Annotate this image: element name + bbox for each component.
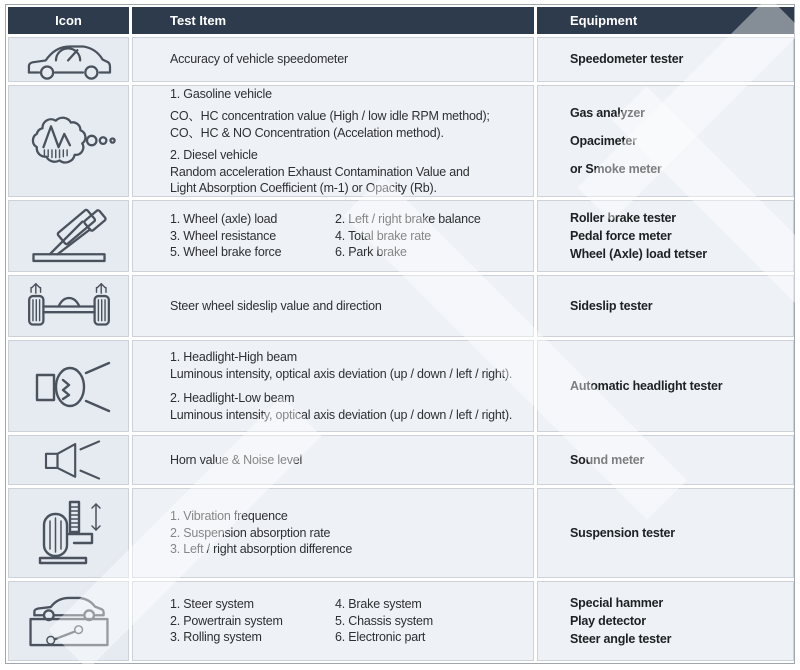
icon-cell xyxy=(8,37,129,82)
test-item-line: Steer wheel sideslip value and direction xyxy=(170,298,382,313)
axle-sideslip-icon xyxy=(19,279,119,334)
inspection-table xyxy=(5,4,795,664)
equipment-line: Sideslip tester xyxy=(570,298,653,313)
equipment-line: Play detector xyxy=(570,613,646,628)
equipment-line: Automatic headlight tester xyxy=(570,378,723,393)
car-speedometer-icon xyxy=(23,39,115,80)
test-item-list-left xyxy=(170,596,335,646)
test-item-line: 1. Wheel (axle) load xyxy=(170,212,278,227)
test-item-line: 2. Suspension absorption rate xyxy=(170,525,331,540)
equipment-line: Roller brake tester xyxy=(570,210,676,225)
icon-cell xyxy=(8,200,129,272)
header-icon xyxy=(8,7,129,34)
header-equipment xyxy=(537,7,794,34)
equipment-cell xyxy=(537,37,794,82)
test-item-line: 5. Wheel brake force xyxy=(170,245,282,260)
equipment-cell xyxy=(537,275,794,337)
suspension-icon xyxy=(32,493,106,573)
equipment-cell xyxy=(537,488,794,578)
header-test-item-label: Test Item xyxy=(170,12,227,28)
pit-inspection-icon xyxy=(19,589,119,653)
test-item-line: 3. Rolling system xyxy=(170,630,262,645)
brake-pedal-icon xyxy=(21,206,117,266)
test-item-line: 1. Headlight-High beam xyxy=(170,350,297,364)
test-item-cell xyxy=(132,581,534,661)
header-icon-label: Icon xyxy=(55,12,82,28)
test-item-line: 2. Left / right brake balance xyxy=(335,212,481,227)
test-item-line: 1. Steer system xyxy=(170,597,254,612)
test-item-list-left xyxy=(170,211,335,261)
equipment-line: Steer angle tester xyxy=(570,632,672,647)
test-item-line: 2. Headlight-Low beam xyxy=(170,391,295,405)
equipment-cell xyxy=(537,340,794,432)
test-item-line: 6. Electronic part xyxy=(335,630,426,645)
test-item-line: 4. Total brake rate xyxy=(335,228,432,243)
test-item-line: Luminous intensity, optical axis deviation (up / down / left / right). xyxy=(170,407,513,422)
test-item-line: 3. Wheel resistance xyxy=(170,228,276,243)
test-item-line: 1. Gasoline vehicle xyxy=(170,86,272,101)
equipment-line: Speedometer tester xyxy=(570,52,684,67)
test-item-line: 1. Vibration frequence xyxy=(170,509,288,524)
test-item-cell xyxy=(132,200,534,272)
test-item-line: Luminous intensity, optical axis deviation (up / down / left / right). xyxy=(170,366,513,381)
equipment-cell xyxy=(537,85,794,197)
icon-cell xyxy=(8,581,129,661)
equipment-line: Wheel (Axle) load tetser xyxy=(570,247,707,262)
test-item-line: 3. Left / right absorption difference xyxy=(170,542,353,557)
icon-cell xyxy=(8,340,129,432)
test-item-line: Random acceleration Exhaust Contamination Value and xyxy=(170,164,470,179)
equipment-line: Opacimeter xyxy=(570,133,637,148)
icon-cell xyxy=(8,488,129,578)
horn-speaker-icon xyxy=(28,437,110,483)
icon-cell xyxy=(8,435,129,485)
test-item-line: 6. Park brake xyxy=(335,245,407,260)
icon-cell xyxy=(8,275,129,337)
test-item-line: CO、HC concentration value (High / low idle RPM method); xyxy=(170,109,490,123)
equipment-line: Sound meter xyxy=(570,452,645,467)
test-item-line: 2. Diesel vehicle xyxy=(170,148,258,162)
test-item-cell xyxy=(132,275,534,337)
header-test-item xyxy=(132,7,534,34)
test-item-line: Horn value & Noise level xyxy=(170,452,303,467)
test-item-line: Accuracy of vehicle speedometer xyxy=(170,52,348,67)
test-item-line: Light Absorption Coefficient (m-1) or Opacity (Rb). xyxy=(170,181,437,195)
test-item-list-right xyxy=(335,211,481,261)
equipment-cell xyxy=(537,581,794,661)
equipment-line: Pedal force meter xyxy=(570,228,672,243)
equipment-line: or Smoke meter xyxy=(570,162,662,177)
headlight-icon xyxy=(23,358,115,414)
exhaust-emission-icon xyxy=(16,111,122,172)
test-item-cell xyxy=(132,37,534,82)
icon-cell xyxy=(8,85,129,197)
equipment-line: Special hammer xyxy=(570,595,664,610)
equipment-cell xyxy=(537,435,794,485)
test-item-cell xyxy=(132,85,534,197)
test-item-cell xyxy=(132,340,534,432)
equipment-line: Gas analyzer xyxy=(570,105,645,120)
equipment-cell xyxy=(537,200,794,272)
test-item-line: CO、HC & NO Concentration (Accelation method). xyxy=(170,125,444,140)
equipment-line: Suspension tester xyxy=(570,525,675,540)
test-item-list-right xyxy=(335,596,433,646)
test-item-line: 2. Powertrain system xyxy=(170,613,283,628)
header-equipment-label: Equipment xyxy=(570,12,638,28)
test-item-cell xyxy=(132,488,534,578)
test-item-cell xyxy=(132,435,534,485)
test-item-line: 5. Chassis system xyxy=(335,613,434,628)
test-item-line: 4. Brake system xyxy=(335,597,422,612)
